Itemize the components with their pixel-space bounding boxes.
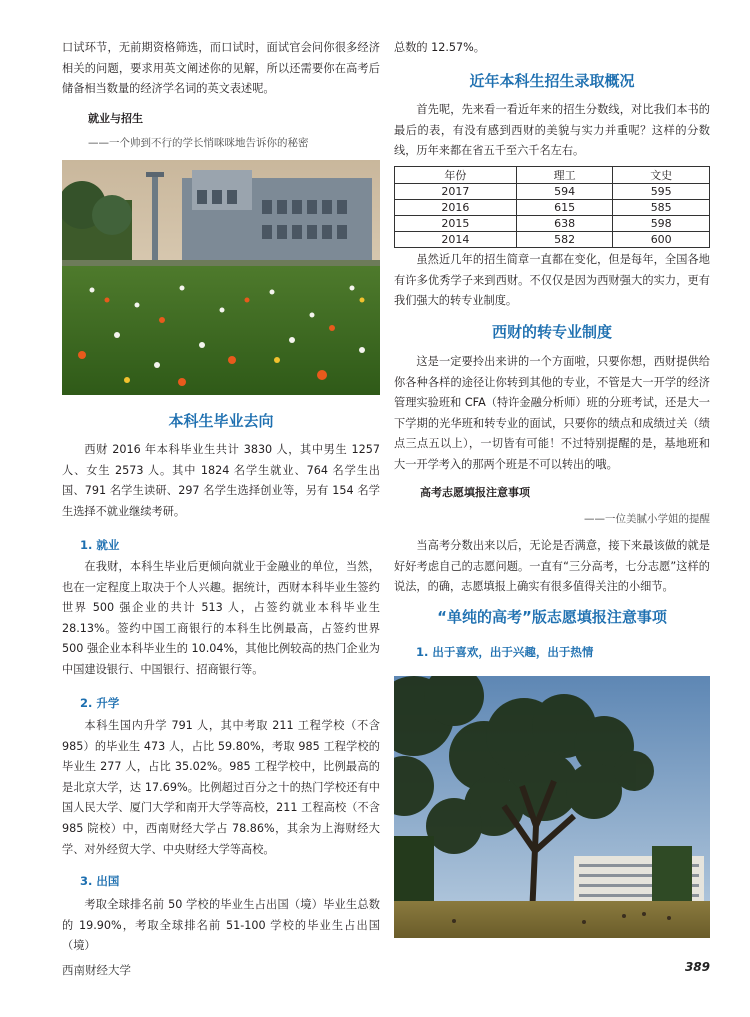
footer-school-name: 西南财经大学 — [62, 963, 131, 977]
application-paragraph: 当高考分数出来以后，无论是否满意，接下来最该做的就是好好考虑自己的志愿问题。一直有“三分高考，七分志愿”这样的说法，的确，志愿填报上确实有很多值得关注的小细节。 — [394, 539, 710, 594]
campus-tree-photo — [394, 676, 710, 938]
campus-flower-photo — [62, 160, 380, 395]
table-row — [395, 184, 710, 200]
table-cell: 2017 — [395, 184, 517, 200]
graduate-intro-paragraph: 西财 2016 年本科毕业生共计 3830 人，其中男生 1257 人、女生 2573 人。其中 1824 名学生就业、764 名学生出国、791 名学生读研、297 名学生选择创业等，另有 154 名学生选择不就业继续考研。 — [62, 443, 380, 518]
table-cell: 595 — [613, 184, 710, 200]
heading-major-transfer: 西财的转专业制度 — [491, 323, 612, 341]
table-cell: 594 — [516, 184, 613, 200]
table-header-row — [395, 167, 710, 184]
table-cell: 600 — [613, 232, 710, 248]
subheading-employment: 1. 就业 — [80, 538, 120, 552]
section-title-employment: 就业与招生 — [88, 112, 143, 125]
table-cell: 638 — [516, 216, 613, 232]
employment-paragraph: 在我财，本科生毕业后更倾向就业于金融业的单位，当然，也在一定程度上取决于个人兴趣。据统计，西财本科毕业生签约世界 500 强企业的共计 513 人，占签约就业本科毕业生 28.13%。签约中国工商银行的本科生比例最高，占签约世界 500 强企业本科毕业生的 10.04%，其他比例较高的热门企业为中国建设银行、中国银行、招商银行等。 — [62, 560, 380, 676]
table-row — [395, 232, 710, 248]
table-row — [395, 200, 710, 216]
enrollment-paragraph: 虽然近几年的招生简章一直都在变化，但是每年，全国各地有许多优秀学子来到西财。不仅仅是因为西财强大的实力，更有我们强大的转专业制度。 — [394, 253, 710, 308]
intro-continuation: 口试环节，无前期资格筛选，而口试时，面试官会问你很多经济相关的问题，要求用英文阐述你的见解，所以还需要你在高考后储备相当数量的经济学名词的英文表述呢。 — [62, 41, 380, 96]
further-study-paragraph: 本科生国内升学 791 人，其中考取 211 工程学校（不含 985）的毕业生 473 人，占比 59.80%，考取 985 工程学校的毕业生 277 人，占比 35.02%。985 工程学校中，比例最高的是北京大学，达 17.69%。比例超过百分之十的热门学校还有中国人民大学、厦门大学和南开大学等高校，211 工程高校（不含 985 院校）中，西南财经大学占 78.86%，其余为上海财经大学、对外经贸大学、中央财经大学等高校。 — [62, 719, 380, 856]
admission-score-table — [394, 166, 710, 248]
table-cell: 2014 — [395, 232, 517, 248]
campus-flower-illustration — [62, 160, 380, 395]
overseas-paragraph: 考取全球排名前 50 学校的毕业生占出国（境）毕业生总数的 19.90%，考取全球排名前 51-100 学校的毕业生占出国（境） — [62, 898, 380, 953]
subheading-passion: 1. 出于喜欢，出于兴趣，出于热情 — [416, 645, 594, 659]
table-header-year: 年份 — [395, 167, 517, 184]
table-cell: 2016 — [395, 200, 517, 216]
footer-page-number: 389 — [684, 960, 710, 974]
campus-tree-illustration — [394, 676, 710, 938]
major-transfer-paragraph: 这是一定要拎出来讲的一个方面啦，只要你想，西财提供给你各种各样的途径让你转到其他的专业，不管是大一开学的经济管理实验班和 CFA（特许金融分析师）班的分班考试，还是大一下学期的光华班和转专业的面试，只要你的绩点和成绩过关（绩点三点五以上），一切皆有可能！不过特别提醒的是，基地班和大一开学考入的那两个班是不可以转出的哦。 — [394, 355, 710, 471]
table-header-science: 理工 — [516, 167, 613, 184]
table-cell: 582 — [516, 232, 613, 248]
admission-paragraph: 首先呢，先来看一看近年来的招生分数线，对比我们本书的最后的表，有没有感到西财的美貌与实力并重呢？这样的分数线，历年来都在省五千至六千名左右。 — [394, 103, 710, 158]
section-title-application: 高考志愿填报注意事项 — [420, 486, 530, 499]
subheading-further-study: 2. 升学 — [80, 696, 120, 710]
heading-graduate-destinations: 本科生毕业去向 — [168, 412, 274, 430]
subheading-overseas: 3. 出国 — [80, 874, 120, 888]
table-cell: 615 — [516, 200, 613, 216]
heading-application-tips: “单纯的高考”版志愿填报注意事项 — [437, 608, 667, 626]
table-cell: 598 — [613, 216, 710, 232]
section-subtitle-employment: ——一个帅到不行的学长悄咪咪地告诉你的秘密 — [88, 137, 309, 149]
table-cell: 585 — [613, 200, 710, 216]
section-subtitle-application: ——一位美腻小学姐的提醒 — [584, 513, 710, 525]
overseas-continuation: 总数的 12.57%。 — [394, 41, 485, 54]
table-header-arts: 文史 — [613, 167, 710, 184]
table-row — [395, 216, 710, 232]
table-cell: 2015 — [395, 216, 517, 232]
heading-admission-overview: 近年本科生招生录取概况 — [469, 72, 635, 90]
